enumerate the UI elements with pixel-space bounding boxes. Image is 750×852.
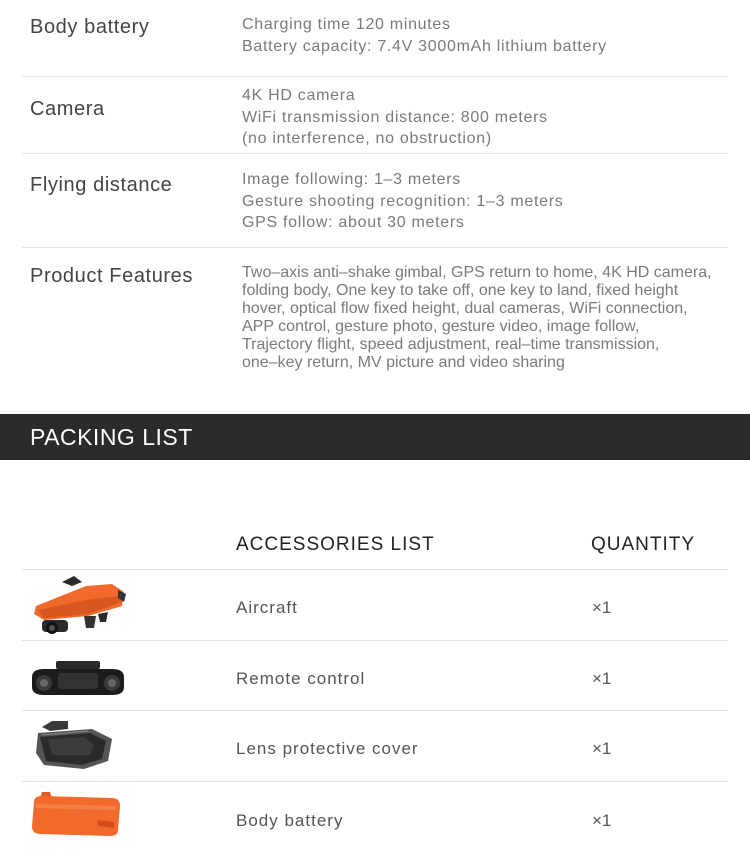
spec-value: one–key return, MV picture and video sharing <box>242 354 565 371</box>
packing-row-remote-control <box>22 640 728 711</box>
spec-value: Trajectory flight, speed adjustment, real–time transmission, <box>242 336 660 353</box>
spec-values <box>242 14 607 57</box>
spec-row-product-features <box>22 248 728 378</box>
spec-values <box>242 264 712 372</box>
packing-row-lens-cover <box>22 710 728 781</box>
spec-value: Image following: 1–3 meters <box>242 171 462 188</box>
quantity-header: QUANTITY <box>591 534 696 555</box>
spec-row-body-battery <box>22 0 728 77</box>
section-title: PACKING LIST <box>30 424 193 450</box>
spec-value: WiFi transmission distance: 800 meters <box>242 108 548 126</box>
spec-value: Gesture shooting recognition: 1–3 meters <box>242 192 564 210</box>
item-name: Lens protective cover <box>236 739 419 758</box>
spec-row-flying-distance <box>22 154 728 248</box>
packing-row-aircraft <box>22 569 728 640</box>
packing-list-bar <box>0 414 750 460</box>
accessories-header: ACCESSORIES LIST <box>236 534 435 555</box>
item-quantity: ×1 <box>592 598 612 617</box>
spec-label: Flying distance <box>30 174 173 196</box>
spec-value: GPS follow: about 30 meters <box>242 214 465 231</box>
item-name: Remote control <box>236 669 366 688</box>
spec-label: Product Features <box>30 265 194 287</box>
item-name: Aircraft <box>236 598 298 617</box>
spec-value: hover, optical flow fixed height, dual cameras, WiFi connection, <box>242 300 688 317</box>
spec-value: APP control, gesture photo, gesture video, image follow, <box>242 318 640 335</box>
spec-values <box>242 169 564 234</box>
spec-value: 4K HD camera <box>242 87 356 104</box>
item-quantity: ×1 <box>592 669 612 688</box>
spec-value: (no interference, no obstruction) <box>242 130 492 147</box>
spec-value: Battery capacity: 7.4V 3000mAh lithium battery <box>242 37 607 55</box>
drone-icon <box>28 572 128 638</box>
packing-row-body-battery <box>22 781 728 852</box>
item-quantity: ×1 <box>592 811 612 830</box>
item-quantity: ×1 <box>592 739 612 758</box>
spec-row-camera <box>22 77 728 154</box>
spec-label: Body battery <box>30 16 150 38</box>
battery-icon <box>28 788 124 838</box>
spec-value: Charging time 120 minutes <box>242 16 451 33</box>
lens-cover-icon <box>28 717 118 773</box>
spec-label: Camera <box>30 98 105 120</box>
remote-control-icon <box>28 659 128 699</box>
item-name: Body battery <box>236 811 344 830</box>
spec-values <box>242 85 548 150</box>
spec-value: Two–axis anti–shake gimbal, GPS return to home, 4K HD camera, <box>242 264 712 281</box>
spec-value: folding body, One key to take off, one key to land, fixed height <box>242 282 679 299</box>
